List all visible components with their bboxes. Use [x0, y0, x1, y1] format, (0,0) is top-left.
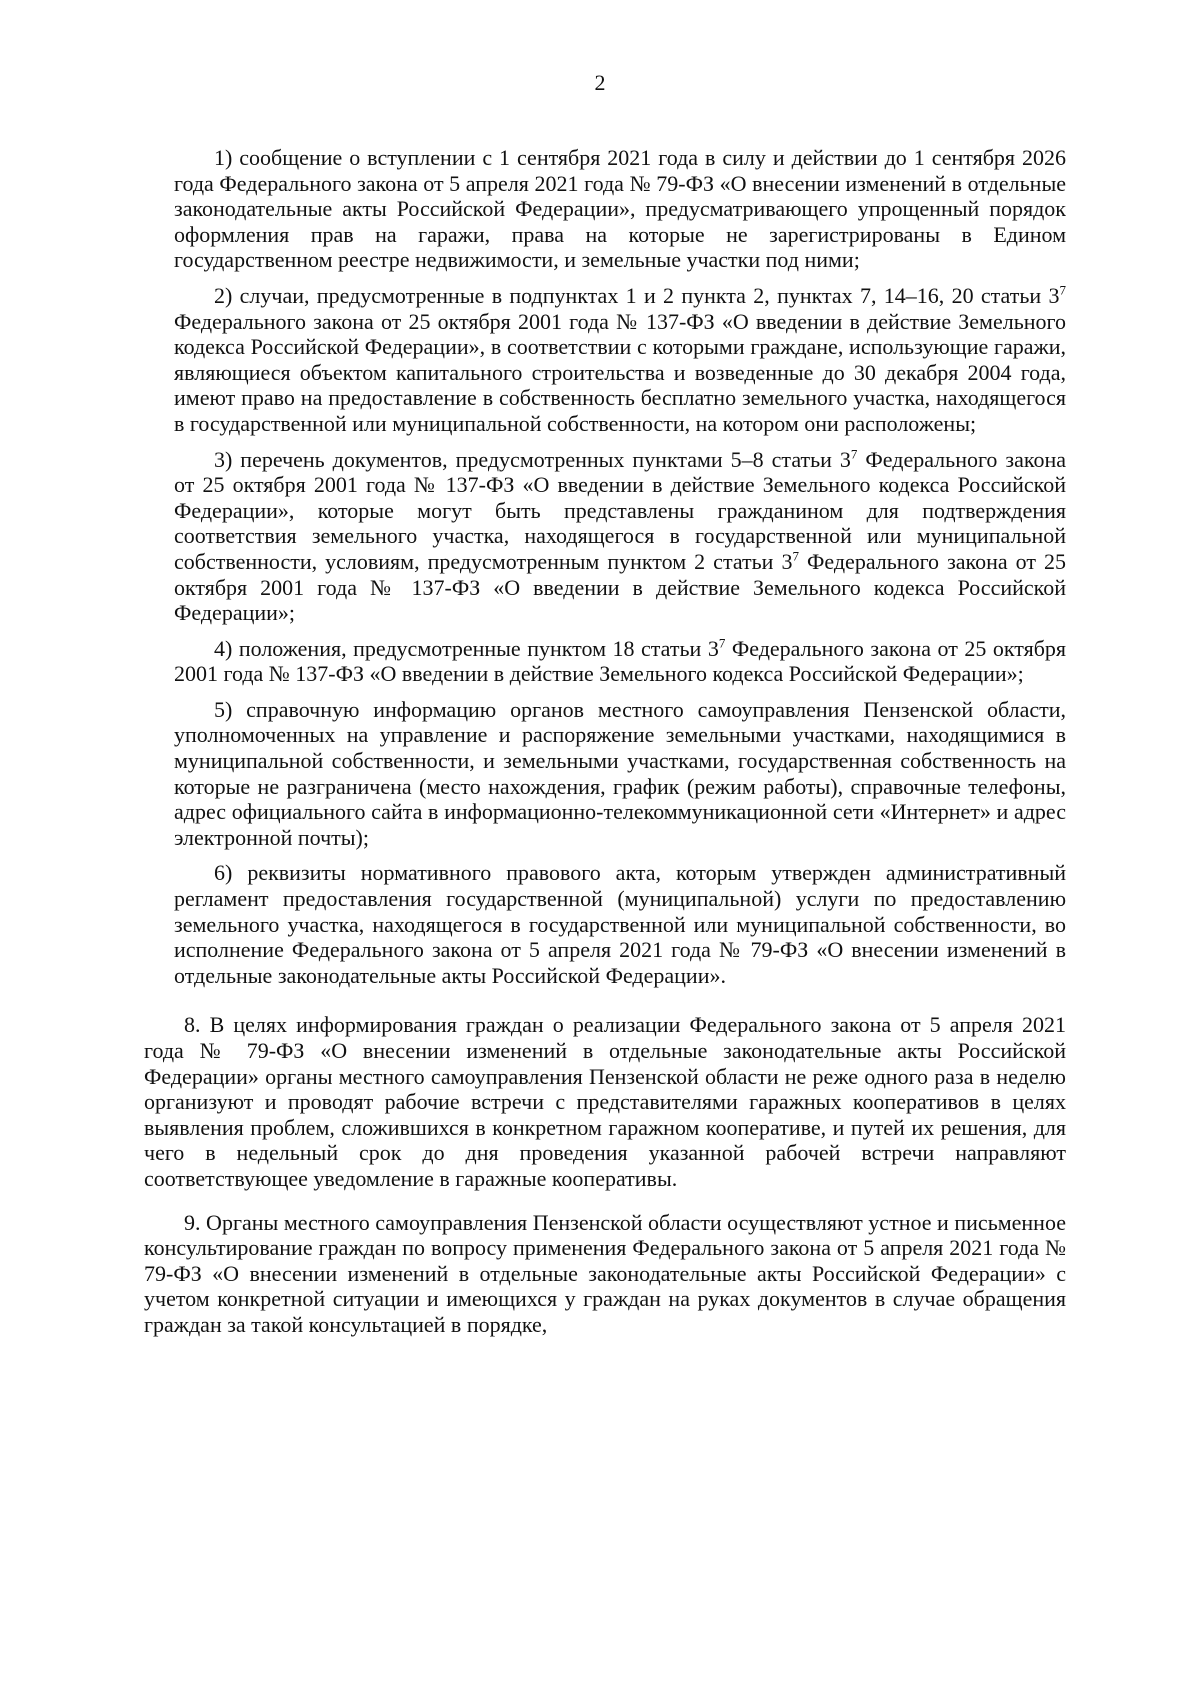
superscript: 7	[1059, 282, 1066, 298]
superscript: 7	[850, 446, 858, 462]
page-number: 2	[594, 70, 606, 95]
document-body	[144, 145, 1066, 1338]
subitem-5: 5) справочную информацию органов местного самоуправления Пензенской области, уполномоченных на управление и распоряжение земельными участками, находящимися в муниципальной собственности, и земельными участками, государственная собственность на которые не разграничена (место нахождения, график (режим работы), справочные телефоны, адрес официального сайта в информационно-телекоммуникационной сети «Интернет» и адрес электронной почты);	[174, 696, 1066, 850]
subitem-6: 6) реквизиты нормативного правового акта, которым утвержден административный регламент предоставления государственной (муниципальной) услуги по предоставлению земельного участка, находящегося в государственной или муниципальной собственности, во исполнение Федерального закона от 5 апреля 2021 года № 79-ФЗ «О внесении изменений в отдельные законодательные акты Российской Федерации».	[174, 860, 1066, 988]
subitem-2: 2) случаи, предусмотренные в подпунктах 1 и 2 пункта 2, пунктах 7, 14–16, 20 статьи $3^7$ Федерального закона от 25 октября 2001 года № 137-ФЗ «О введении в действие Земельного кодекса Российской Федерации», в соответствии с которыми граждане, использующие гаражи, являющиеся объектом капитального строительства и возведенные до 30 декабря 2004 года, имеют право на предоставление в собственность бесплатно земельного участка, находящегося в государственной или муниципальной собственности, на котором они расположены;	[174, 282, 1066, 436]
subitems-list	[144, 145, 1066, 988]
paragraph-8: 8. В целях информирования граждан о реализации Федерального закона от 5 апреля 2021 года № 79-ФЗ «О внесении изменений в отдельные законодательные акты Российской Федерации» органы местного самоуправления Пензенской области не реже одного раза в неделю организуют и проводят рабочие встречи с представителями гаражных кооперативов в целях выявления проблем, сложившихся в конкретном гаражном кооперативе, и путей их решения, для чего в недельный срок до дня проведения указанной рабочей встречи направляют соответствующее уведомление в гаражные кооперативы.	[144, 1012, 1066, 1191]
paragraph-9: 9. Органы местного самоуправления Пензенской области осуществляют устное и письменное консультирование граждан по вопросу применения Федерального закона от 5 апреля 2021 года № 79-ФЗ «О внесении изменений в отдельные законодательные акты Российской Федерации» с учетом конкретной ситуации и имеющихся у граждан на руках документов в случае обращения граждан за такой консультацией в порядке,	[144, 1209, 1066, 1337]
subitem-1: 1) сообщение о вступлении с 1 сентября 2021 года в силу и действии до 1 сентября 2026 года Федерального закона от 5 апреля 2021 года № 79-ФЗ «О внесении изменений в отдельные законодательные акты Российской Федерации», предусматривающего упрощенный порядок оформления прав на гаражи, права на которые не зарегистрированы в Едином государственном реестре недвижимости, и земельные участки под ними;	[174, 145, 1066, 273]
subitem-4: 4) положения, предусмотренные пунктом 18 статьи $3^7$ Федерального закона от 25 октября 2001 года № 137-ФЗ «О введении в действие Земельного кодекса Российской Федерации»;	[174, 635, 1067, 687]
subitem-3: 3) перечень документов, предусмотренных пунктами 5–8 статьи $3^7$ Федерального закона от 25 октября 2001 года № 137-ФЗ «О введении в действие Земельного кодекса Российской Федерации», которые могут быть представлены гражданином для подтверждения соответствия земельного участка, находящегося в государственной или муниципальной собственности, условиям, предусмотренным пунктом 2 статьи $3^7$ Федерального закона от 25 октября 2001 года № 137-ФЗ «О введении в действие Земельного кодекса Российской Федерации»;	[174, 446, 1067, 626]
superscript: 7	[718, 635, 726, 651]
superscript: 7	[792, 548, 799, 564]
